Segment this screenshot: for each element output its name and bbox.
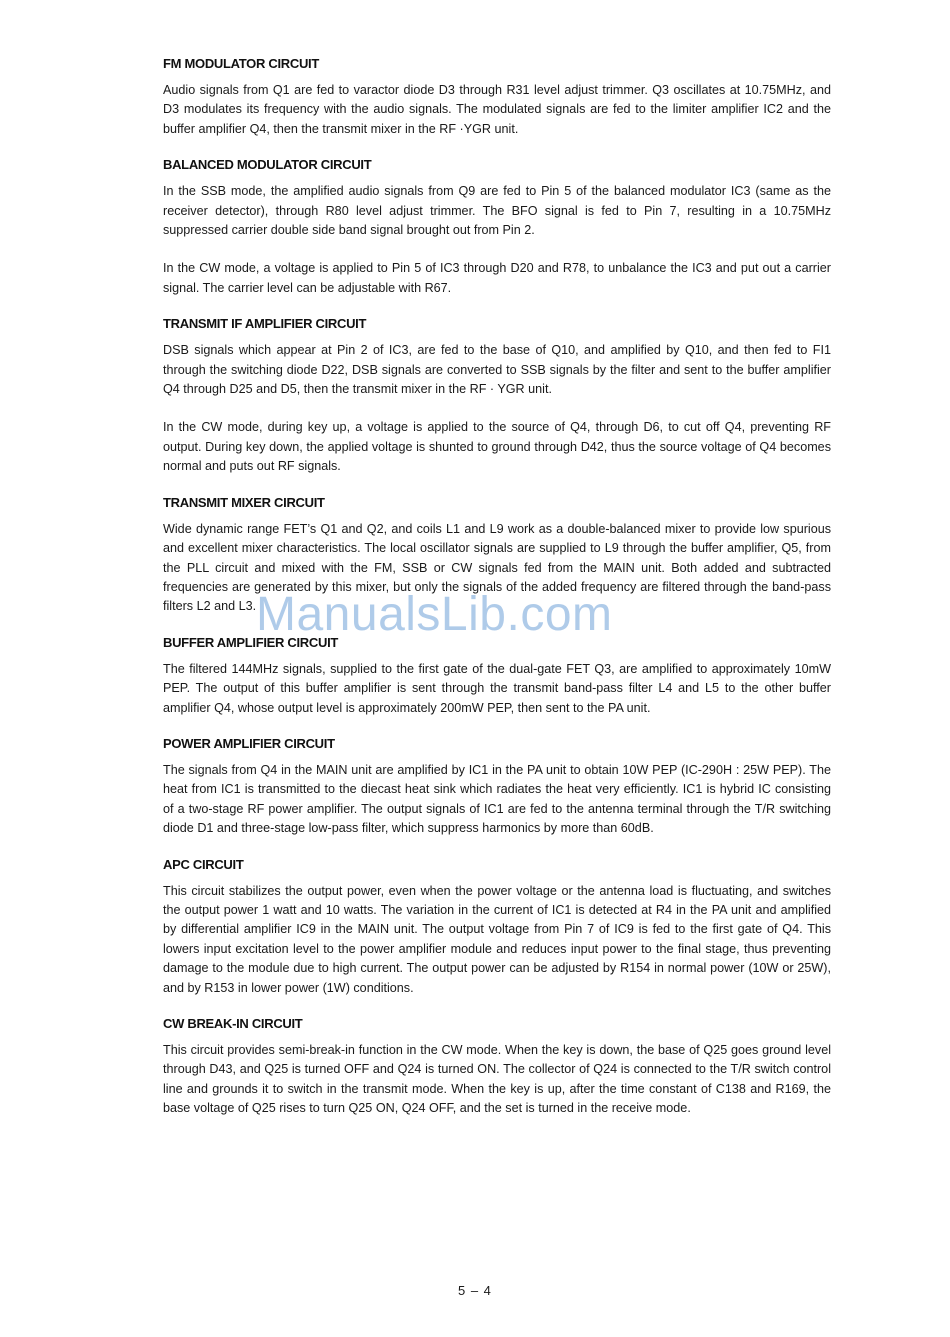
section-apc	[163, 857, 831, 998]
section-transmit-mixer	[163, 495, 831, 617]
section-heading: TRANSMIT MIXER CIRCUIT	[163, 494, 325, 510]
paragraph: This circuit provides semi-break-in function in the CW mode. When the key is down, the base of Q25 goes ground level through D43, and Q25 is turned OFF and Q24 is turned ON. The collector of Q24 is connected to the T/R switch control line and grounds it to switch in the transmit mode. When the key is up, after the time constant of C138 and R169, the base voltage of Q25 rises to turn Q25 ON, Q24 OFF, and the set is turned in the receive mode.	[163, 1043, 831, 1116]
watermark-logo: ManualsLib.com	[256, 588, 613, 641]
section-transmit-if-amplifier	[163, 316, 831, 476]
paragraph: This circuit stabilizes the output power, even when the power voltage or the antenna load is fluctuating, and switches the output power 1 watt and 10 watts. The variation in the current of IC1 is detected at R4 in the PA unit and amplified by differential amplifier IC9 in the MAIN unit. The output voltage from Pin 7 of IC9 is fed to the first gate of Q4. This lowers input excitation level to the power amplifier module and reduces input power to the final stage, thus preventing damage to the module due to high current. The output power can be adjusted by R154 in normal power (10W or 25W), and by R153 in lower power (1W) conditions.	[163, 883, 831, 995]
section-heading: POWER AMPLIFIER CIRCUIT	[163, 735, 335, 751]
section-balanced-modulator	[163, 157, 831, 298]
section-heading: APC CIRCUIT	[163, 856, 244, 872]
paragraph: The filtered 144MHz signals, supplied to the first gate of the dual-gate FET Q3, are amplified to approximately 10mW PEP. The output of this buffer amplifier is sent through the transmit band-pass filter L4 and L5 to the other buffer amplifier Q4, whose output level is approximately 200mW PEP, then sent to the PA unit.	[163, 661, 831, 715]
page-number: 5 – 4	[458, 1283, 492, 1298]
section-cw-break-in	[163, 1016, 831, 1119]
section-heading: BALANCED MODULATOR CIRCUIT	[163, 157, 372, 173]
section-buffer-amplifier	[163, 635, 831, 718]
section-heading: CW BREAK-IN CIRCUIT	[163, 1016, 303, 1031]
document-page	[163, 56, 831, 1119]
section-power-amplifier	[163, 736, 831, 839]
paragraph: Audio signals from Q1 are fed to varactor diode D3 through R31 level adjust trimmer. Q3 oscillates at 10.75MHz, and D3 modulates its frequency with the audio signals. The modulated signals are fed to the limiter amplifier IC2 and the buffer amplifier Q4, then the transmit mixer in the RF ·YGR unit.	[163, 83, 831, 136]
paragraph: DSB signals which appear at Pin 2 of IC3, are fed to the base of Q10, and amplified by Q10, and then fed to FI1 through the switching diode D22, DSB signals are converted to SSB signals by the filter and sent to the buffer amplifier Q4 through D25 and D5, then the transmit mixer in the RF · YGR unit.	[163, 343, 831, 397]
section-fm-modulator	[163, 56, 831, 139]
section-heading: TRANSMIT IF AMPLIFIER CIRCUIT	[163, 316, 367, 332]
section-heading: FM MODULATOR CIRCUIT	[163, 56, 319, 71]
paragraph: The signals from Q4 in the MAIN unit are amplified by IC1 in the PA unit to obtain 10W PEP (IC-290H : 25W PEP). The heat from IC1 is transmitted to the diecast heat sink which radiates the heat very efficiently. IC1 is hybrid IC consisting of a two-stage RF power amplifier. The output signals of IC1 are fed to the antenna terminal through the T/R switching diode D1 and three-stage low-pass filter, which suppress harmonics by more than 60dB.	[163, 762, 831, 836]
paragraph: Wide dynamic range FET’s Q1 and Q2, and coils L1 and L9 work as a double-balanced mixer to provide low spurious and excellent mixer characteristics. The local oscillator signals are supplied to L9 through the buffer amplifier, Q5, from the PLL circuit and mixed with the FM, SSB or CW signals fed from the MAIN unit. Both added and subtracted frequencies are generated by this mixer, but only the signals of the added frequency are filtered through the band-pass filters L2 and L3.	[163, 521, 831, 614]
paragraph: In the CW mode, a voltage is applied to Pin 5 of IC3 through D20 and R78, to unbalance the IC3 and put out a carrier signal. The carrier level can be adjustable with R67.	[163, 261, 831, 295]
paragraph: In the SSB mode, the amplified audio signals from Q9 are fed to Pin 5 of the balanced modulator IC3 (same as the receiver detector), through R80 level adjust trimmer. The BFO signal is fed to Pin 7, resulting in a 10.75MHz suppressed carrier double side band signal brought out from Pin 2.	[163, 184, 831, 238]
section-heading: BUFFER AMPLIFIER CIRCUIT	[163, 634, 339, 650]
paragraph: In the CW mode, during key up, a voltage is applied to the source of Q4, through D6, to cut off Q4, preventing RF output. During key down, the applied voltage is shunted to ground through D42, thus the source voltage of Q4 becomes normal and puts out RF signals.	[163, 420, 831, 474]
